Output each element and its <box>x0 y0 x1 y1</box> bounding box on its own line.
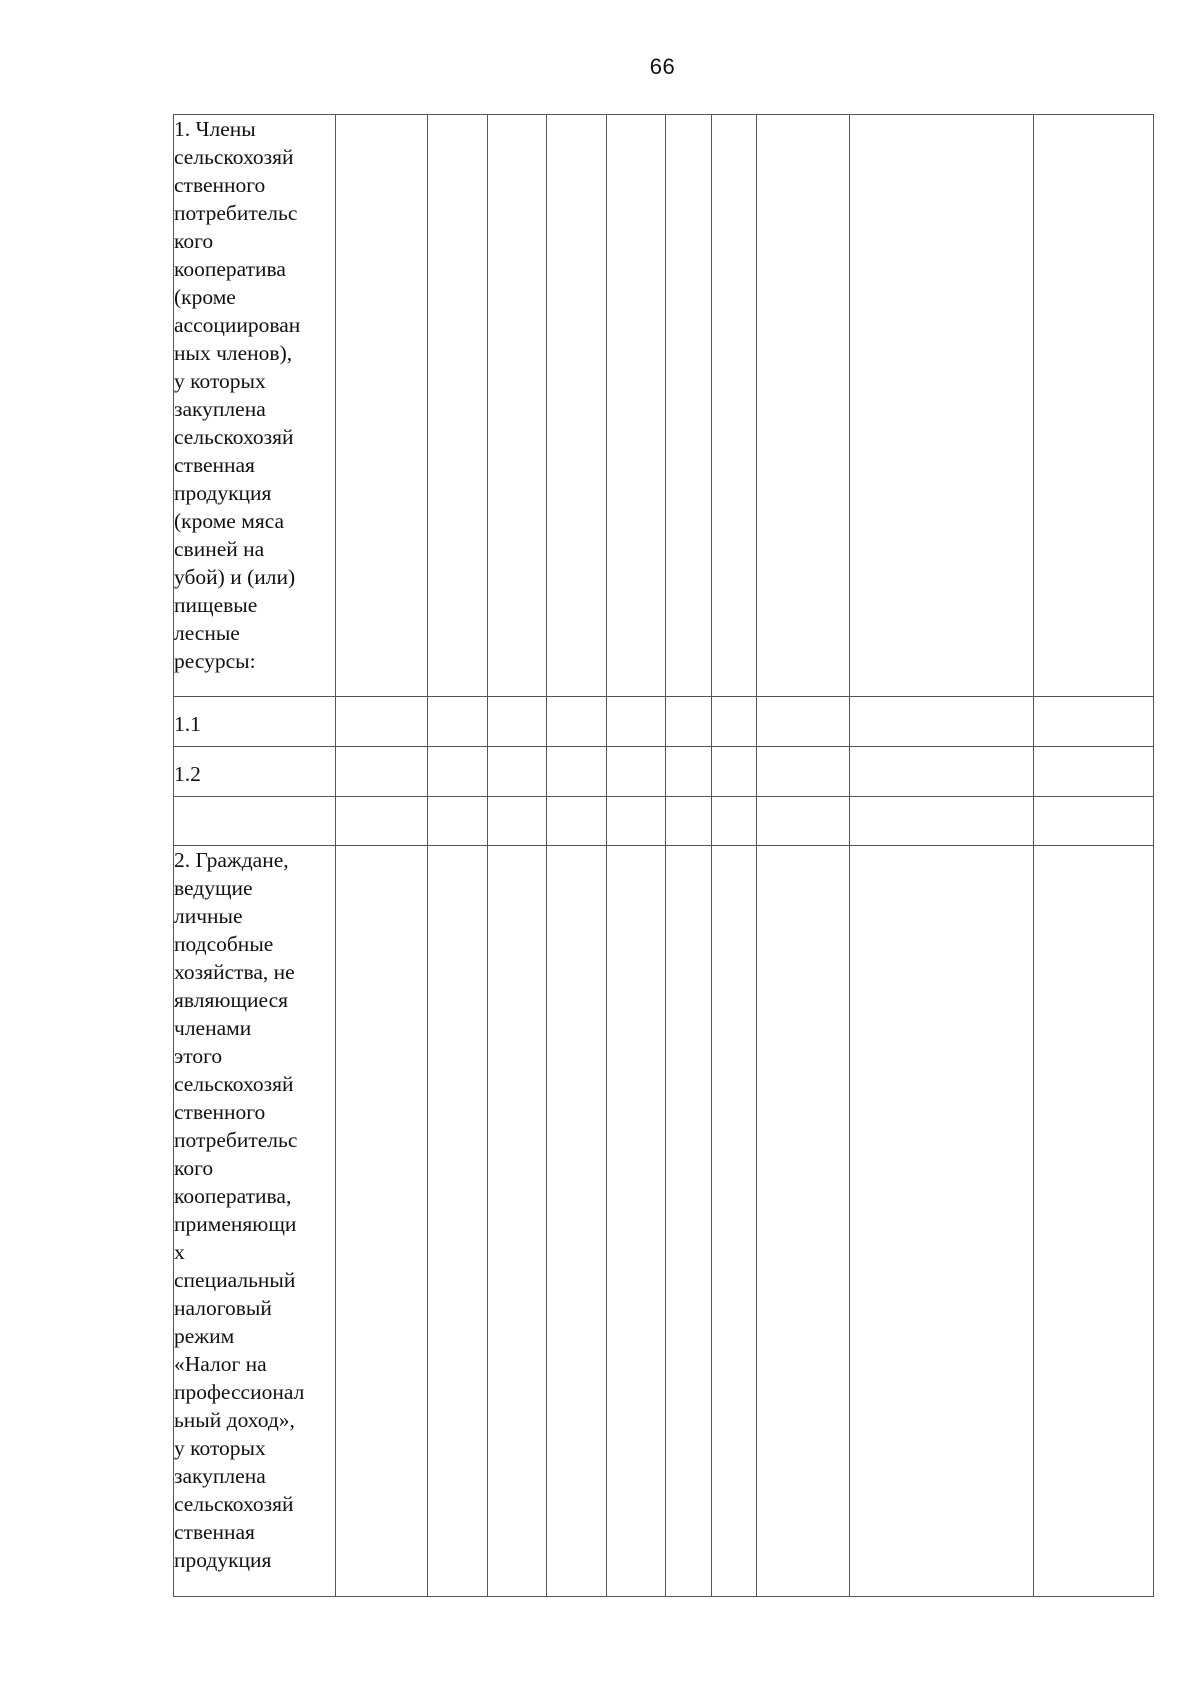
row-label-line: применяющи <box>174 1212 297 1236</box>
row-label-line: хозяйства, не <box>174 960 295 984</box>
row-label-line: свиней на <box>174 537 265 561</box>
empty-cell <box>712 697 757 747</box>
empty-cell <box>547 697 607 747</box>
empty-cell <box>488 747 547 797</box>
empty-cell <box>712 747 757 797</box>
row-label-line: лесные <box>174 621 240 645</box>
row-label-line: этого <box>174 1044 223 1068</box>
row-label-line: профессионал <box>174 1380 305 1404</box>
empty-cell <box>428 846 488 1597</box>
table-row-1-2 <box>174 747 1154 797</box>
row-label-line: закуплена <box>174 1464 266 1488</box>
row-label-cell <box>174 747 336 797</box>
row-label-line: (кроме <box>174 285 236 309</box>
row-label-line: сельскохозяй <box>174 1492 294 1516</box>
row-label-line: кого <box>174 229 214 253</box>
row-label-line: налоговый <box>174 1296 272 1320</box>
row-label-line: личные <box>174 904 243 928</box>
empty-cell <box>666 697 712 747</box>
data-table <box>173 114 1154 1597</box>
row-label-cell <box>174 846 336 1597</box>
row-label-line: кооператива, <box>174 1184 292 1208</box>
empty-cell <box>757 797 850 846</box>
empty-cell <box>712 846 757 1597</box>
empty-cell <box>428 115 488 697</box>
empty-cell <box>336 747 428 797</box>
row-label-line: продукция <box>174 1548 272 1572</box>
empty-cell <box>336 697 428 747</box>
row-label-line: продукция <box>174 481 272 505</box>
empty-cell <box>850 747 1034 797</box>
row-label-line: убой) и (или) <box>174 565 296 589</box>
empty-cell <box>547 115 607 697</box>
row-label-line: ьный доход», <box>174 1408 295 1432</box>
empty-cell <box>336 115 428 697</box>
table-row-group-2 <box>174 846 1154 1597</box>
empty-cell <box>1034 115 1154 697</box>
row-label-line: сельскохозяй <box>174 425 294 449</box>
empty-cell <box>607 846 666 1597</box>
row-label-cell <box>174 697 336 747</box>
empty-cell <box>666 115 712 697</box>
row-label-line: закуплена <box>174 397 266 421</box>
row-label-line: специальный <box>174 1268 296 1292</box>
empty-cell <box>607 797 666 846</box>
row-label-line: пищевые <box>174 593 258 617</box>
empty-cell <box>850 697 1034 747</box>
empty-cell <box>607 115 666 697</box>
row-label-line: «Налог на <box>174 1352 267 1376</box>
empty-cell <box>850 115 1034 697</box>
empty-cell <box>757 697 850 747</box>
row-label-line: режим <box>174 1324 235 1348</box>
empty-cell <box>428 797 488 846</box>
empty-cell <box>547 747 607 797</box>
table-row-group-1 <box>174 115 1154 697</box>
empty-cell <box>607 697 666 747</box>
empty-cell <box>1034 697 1154 747</box>
empty-cell <box>666 846 712 1597</box>
empty-cell <box>428 697 488 747</box>
empty-cell <box>428 747 488 797</box>
row-label-line: потребительс <box>174 1128 298 1152</box>
empty-cell <box>488 115 547 697</box>
row-label-line: ных членов), <box>174 341 293 365</box>
row-label-line: подсобные <box>174 932 274 956</box>
empty-cell <box>547 846 607 1597</box>
empty-cell <box>336 797 428 846</box>
table-row-1-1 <box>174 697 1154 747</box>
empty-cell <box>336 846 428 1597</box>
row-label-line: х <box>174 1240 185 1264</box>
row-label-line: сельскохозяй <box>174 1072 294 1096</box>
empty-cell <box>757 115 850 697</box>
empty-cell <box>757 846 850 1597</box>
row-label-line: ственного <box>174 1100 266 1124</box>
empty-cell <box>547 797 607 846</box>
empty-cell <box>1034 747 1154 797</box>
empty-cell <box>712 115 757 697</box>
table-row-empty <box>174 797 1154 846</box>
row-label-line: у которых <box>174 369 266 393</box>
row-label-line: ственного <box>174 173 266 197</box>
empty-cell <box>666 797 712 846</box>
empty-cell <box>607 747 666 797</box>
row-label-cell <box>174 797 336 846</box>
empty-cell <box>666 747 712 797</box>
row-label-cell <box>174 115 336 697</box>
empty-cell <box>712 797 757 846</box>
row-label-line: 2. Граждане, <box>174 848 289 872</box>
row-label-line: у которых <box>174 1436 266 1460</box>
row-label-line: 1.2 <box>174 762 201 786</box>
row-label-line: ственная <box>174 453 255 477</box>
empty-cell <box>488 797 547 846</box>
row-label-line: ресурсы: <box>174 649 256 673</box>
page-number: 66 <box>649 54 676 79</box>
empty-cell <box>1034 846 1154 1597</box>
row-label-line: ассоциирован <box>174 313 301 337</box>
row-label-line: сельскохозяй <box>174 145 294 169</box>
row-label-line: кого <box>174 1156 214 1180</box>
row-label-line: членами <box>174 1016 252 1040</box>
empty-cell <box>850 846 1034 1597</box>
row-label-line: являющиеся <box>174 988 289 1012</box>
row-label-line: ведущие <box>174 876 253 900</box>
row-label-line: 1. Члены <box>174 117 256 141</box>
empty-cell <box>488 846 547 1597</box>
row-label-line: потребительс <box>174 201 298 225</box>
empty-cell <box>488 697 547 747</box>
row-label-line: (кроме мяса <box>174 509 285 533</box>
empty-cell <box>757 747 850 797</box>
row-label-line: ственная <box>174 1520 255 1544</box>
empty-cell <box>850 797 1034 846</box>
row-label-line: кооператива <box>174 257 286 281</box>
empty-cell <box>1034 797 1154 846</box>
row-label-line: 1.1 <box>174 712 201 736</box>
